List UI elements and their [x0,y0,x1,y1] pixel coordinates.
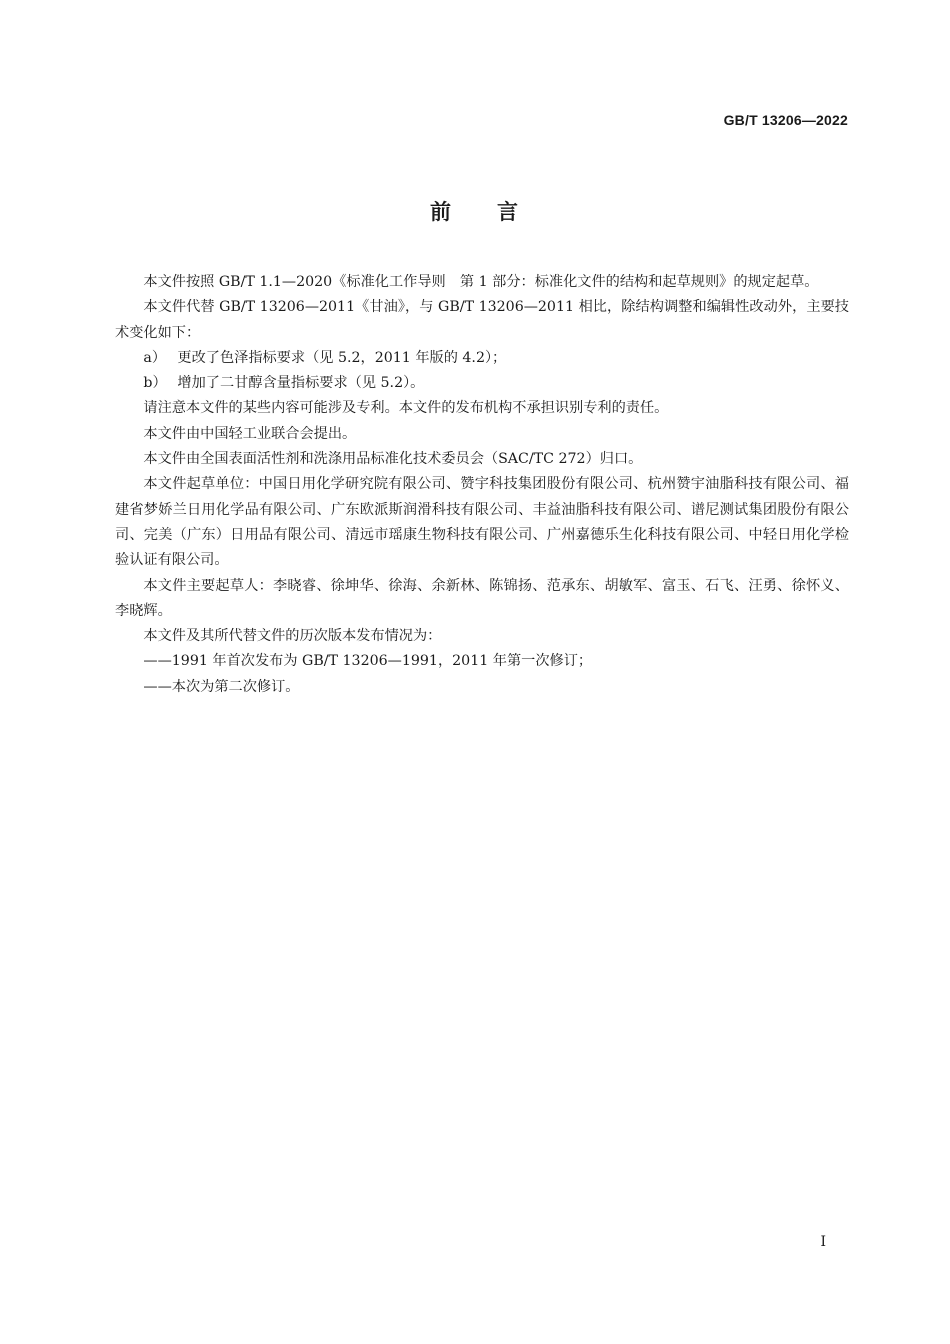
list-text-b: 增加了二甘醇含量指标要求（见 5.2）。 [177,375,425,392]
paragraph-history-intro: 本文件及其所代替文件的历次版本发布情况为： [143,628,442,645]
paragraph-history-second: ——本次为第二次修订。 [143,678,300,695]
standard-code: GB/T 13206—2022 [723,112,848,128]
paragraph-patent-notice: 请注意本文件的某些内容可能涉及专利。本文件的发布机构不承担识别专利的责任。 [143,400,669,417]
paragraph-drafters: 本文件主要起草人：李晓睿、徐坤华、徐海、余新林、陈锦扬、范承东、胡敏军、富玉、石飞、汪勇、徐怀义、李晓辉。 [115,577,849,619]
title-char-1: 前 [430,200,453,224]
title-char-2: 言 [497,200,520,224]
page-title [0,196,950,226]
list-marker-a: a） [143,349,167,366]
list-item-a [115,346,849,371]
paragraph-drafting-rules: 本文件按照 GB/T 1.1—2020《标准化工作导则 第 1 部分：标准化文件的结构和起草规则》的规定起草。 [143,274,819,290]
paragraph-replacement: 本文件代替 GB/T 13206—2011《甘油》，与 GB/T 13206—2011 相比，除结构调整和编辑性改动外，主要技术变化如下： [115,299,849,341]
list-item-b [115,371,849,396]
paragraph-proposer: 本文件由中国轻工业联合会提出。 [143,425,357,442]
page-number: I [820,1234,826,1250]
list-text-a: 更改了色泽指标要求（见 5.2，2011 年版的 4.2）； [177,349,507,366]
paragraph-committee: 本文件由全国表面活性剂和洗涤用品标准化技术委员会（SAC/TC 272）归口。 [143,451,643,468]
paragraph-drafting-units: 本文件起草单位：中国日用化学研究院有限公司、赞宇科技集团股份有限公司、杭州赞宇油脂科技有限公司、福建省梦娇兰日用化学品有限公司、广东欧派斯润滑科技有限公司、丰益油脂科技有限公司、谱尼测试集团股份有限公司、完美（广东）日用品有限公司、清远市瑶康生物科技有限公司、广州嘉德乐生化科技有限公司、中轻日用化学检验认证有限公司。 [115,476,849,569]
document-body [115,270,849,700]
paragraph-history-first: ——1991 年首次发布为 GB/T 13206—1991，2011 年第一次修订； [143,653,593,670]
list-marker-b: b） [143,375,167,392]
